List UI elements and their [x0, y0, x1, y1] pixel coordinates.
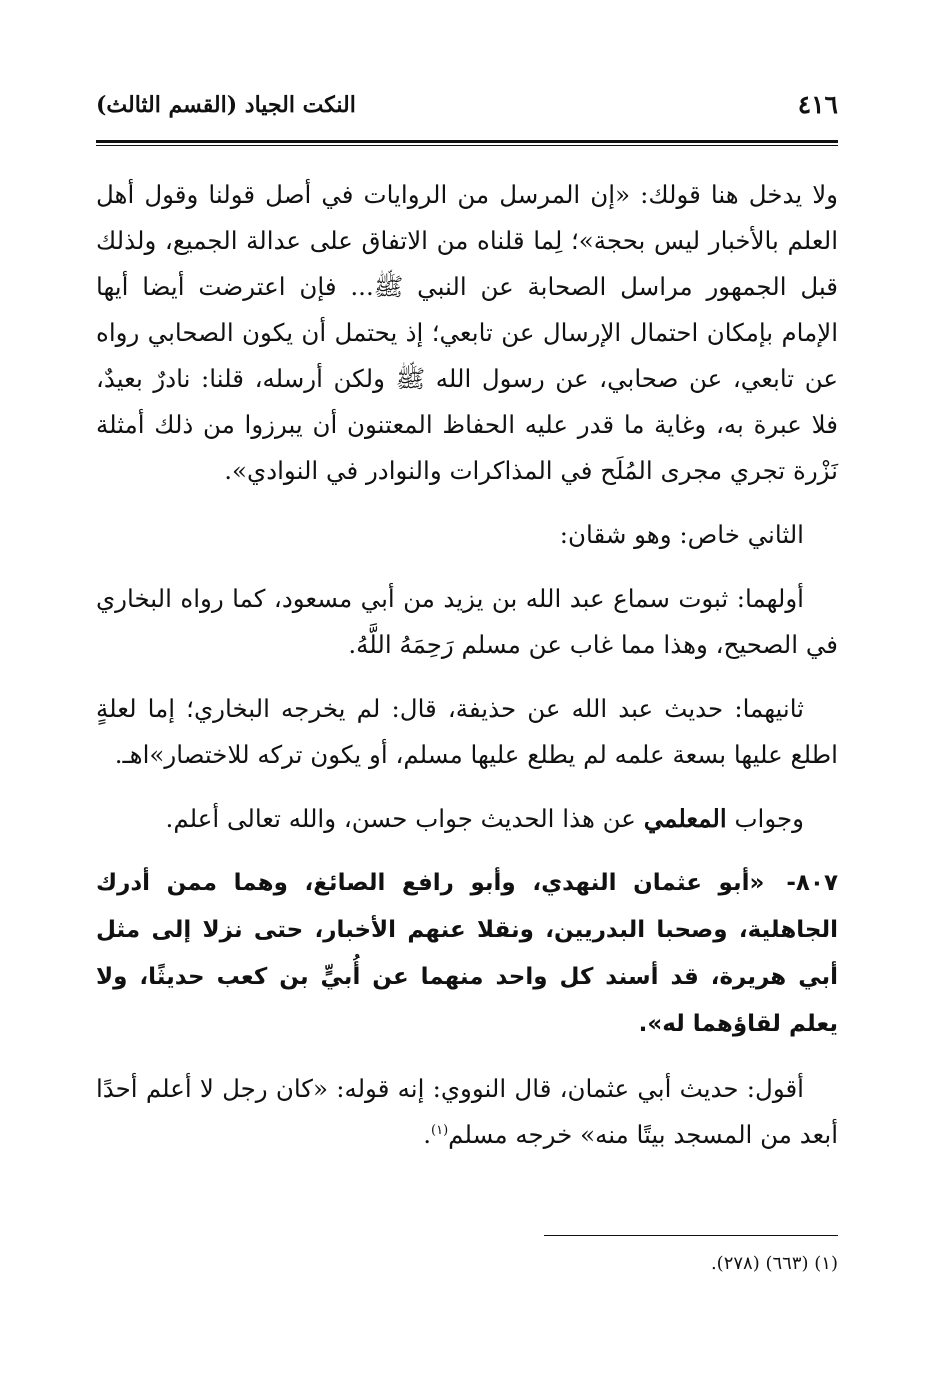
paragraph-second-point: الثاني خاص: وهو شقان:	[559, 520, 804, 549]
answer-rest: عن هذا الحديث جواب حسن، والله تعالى أعلم.	[165, 804, 636, 833]
footnote-reference: (١)	[431, 1122, 449, 1138]
footnote-rule	[544, 1235, 838, 1236]
answer-prefix: وجواب	[734, 804, 804, 833]
comment-text: أقول: حديث أبي عثمان، قال النووي: إنه قوله: «كان رجل لا أعلم أحدًا أبعد من المسجد بيتًا منه» خرجه مسلم	[96, 1074, 838, 1149]
comment-end: .	[423, 1120, 432, 1149]
page-body	[96, 172, 838, 1176]
paragraph-answer	[96, 796, 838, 842]
paragraph-comment	[96, 1066, 838, 1158]
entry-text: «أبو عثمان النهدي، وأبو رافع الصائغ، وهما ممن أدرك الجاهلية، وصحبا البدريين، ونقلا عنهم الأخبار، حتى نزلا إلى مثل أبي هريرة، قد أسند كل واحد منهما عن أُبيٍّ بن كعب حديثًا، ولا يعلم لقاؤهما له».	[96, 870, 838, 1037]
header-rule-thin	[96, 145, 838, 146]
running-title: النكت الجياد (القسم الثالث)	[96, 92, 356, 118]
header-rule-thick	[96, 140, 838, 143]
paragraph-quote: ولا يدخل هنا قولك: «إن المرسل من الروايات في أصل قولنا وقول أهل العلم بالأخبار ليس بحجة»؛ لِما قلناه من الاتفاق على عدالة الجميع، ولذلك قبل الجمهور مراسل الصحابة عن النبي ﷺ... فإن اعترضت أيضا أيها الإمام بإمكان احتمال الإرسال عن تابعي؛ إذ يحتمل أن يكون الصحابي رواه عن تابعي، عن صحابي، عن رسول الله ﷺ ولكن أرسله، قلنا: نادرٌ بعيدٌ، فلا عبرة به، وغاية ما قدر عليه الحفاظ المعتنون أن يبرزوا من ذلك أمثلة نَزْرة تجري مجرى المُلَح في المذاكرات والنوادر في النوادي».	[96, 180, 838, 485]
page-header	[96, 90, 838, 130]
numbered-entry	[96, 860, 838, 1048]
answer-author: المعلمي	[643, 804, 727, 833]
page-number: ٤١٦	[797, 90, 838, 119]
entry-number: ٨٠٧-	[786, 870, 838, 896]
paragraph-first-part: أولهما: ثبوت سماع عبد الله بن يزيد من أبي مسعود، كما رواه البخاري في الصحيح، وهذا مما غاب عن مسلم رَحِمَهُ اللَّهُ.	[96, 584, 838, 659]
paragraph-second-part: ثانيهما: حديث عبد الله عن حذيفة، قال: لم يخرجه البخاري؛ إما لعلةٍ اطلع عليها بسعة علمه لم يطلع عليها مسلم، أو يكون تركه للاختصار»اهـ.	[96, 694, 838, 769]
footnote: (١) (٦٦٣) (٢٧٨).	[710, 1253, 838, 1274]
